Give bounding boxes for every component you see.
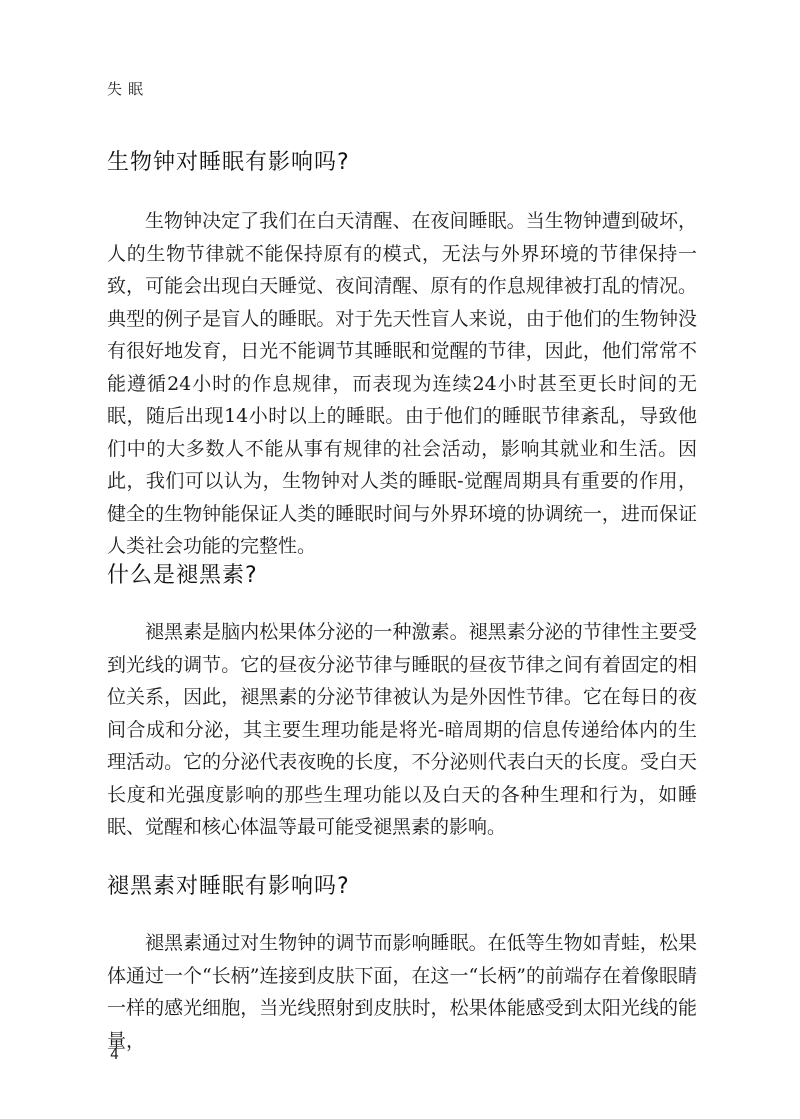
section-heading: 什么是褪黑素?	[107, 563, 258, 588]
section-heading: 生物钟对睡眠有影响吗?	[107, 150, 350, 175]
running-header: 失眠	[107, 80, 150, 98]
section-paragraph: 生物钟决定了我们在白天清醒、在夜间睡眠。当生物钟遭到破坏，人的生物节律就不能保持原有的模式，无法与外界环境的节律保持一致，可能会出现白天睡觉、夜间清醒、原有的作息规律被打乱的情况。典型的例子是盲人的睡眠。对于先天性盲人来说，由于他们的生物钟没有很好地发育，日光不能调节其睡眠和觉醒的节律，因此，他们常常不能遵循24小时的作息规律，而表现为连续24小时甚至更长时间的无眠，随后出现14小时以上的睡眠。由于他们的睡眠节律紊乱，导致他们中的大多数人不能从事有规律的社会活动，影响其就业和生活。因此，我们可以认为，生物钟对人类的睡眠-觉醒周期具有重要的作用，健全的生物钟能保证人类的睡眠时间与外界环境的协调统一，进而保证人类社会功能的完整性。	[107, 210, 697, 557]
section-paragraph: 褪黑素通过对生物钟的调节而影响睡眠。在低等生物如青蛙，松果体通过一个“长柄”连接到皮肤下面，在这一“长柄”的前端存在着像眼睛一样的感光细胞，当光线照射到皮肤时，松果体能感受到太阳光线的能量，	[107, 932, 697, 1052]
section-melatonin-sleep	[107, 872, 697, 1057]
section-heading: 褪黑素对睡眠有影响吗?	[107, 874, 350, 899]
section-biological-clock	[107, 148, 697, 563]
section-what-is-melatonin	[107, 561, 697, 844]
page-number: 4	[110, 1047, 119, 1063]
section-paragraph: 褪黑素是脑内松果体分泌的一种激素。褪黑素分泌的节律性主要受到光线的调节。它的昼夜分泌节律与睡眠的昼夜节律之间有着固定的相位关系，因此，褪黑素的分泌节律被认为是外因性节律。它在每日的夜间合成和分泌，其主要生理功能是将光-暗周期的信息传递给体内的生理活动。它的分泌代表夜晚的长度，不分泌则代表白天的长度。受白天长度和光强度影响的那些生理功能以及白天的各种生理和行为，如睡眠、觉醒和核心体温等最可能受褪黑素的影响。	[107, 621, 697, 838]
